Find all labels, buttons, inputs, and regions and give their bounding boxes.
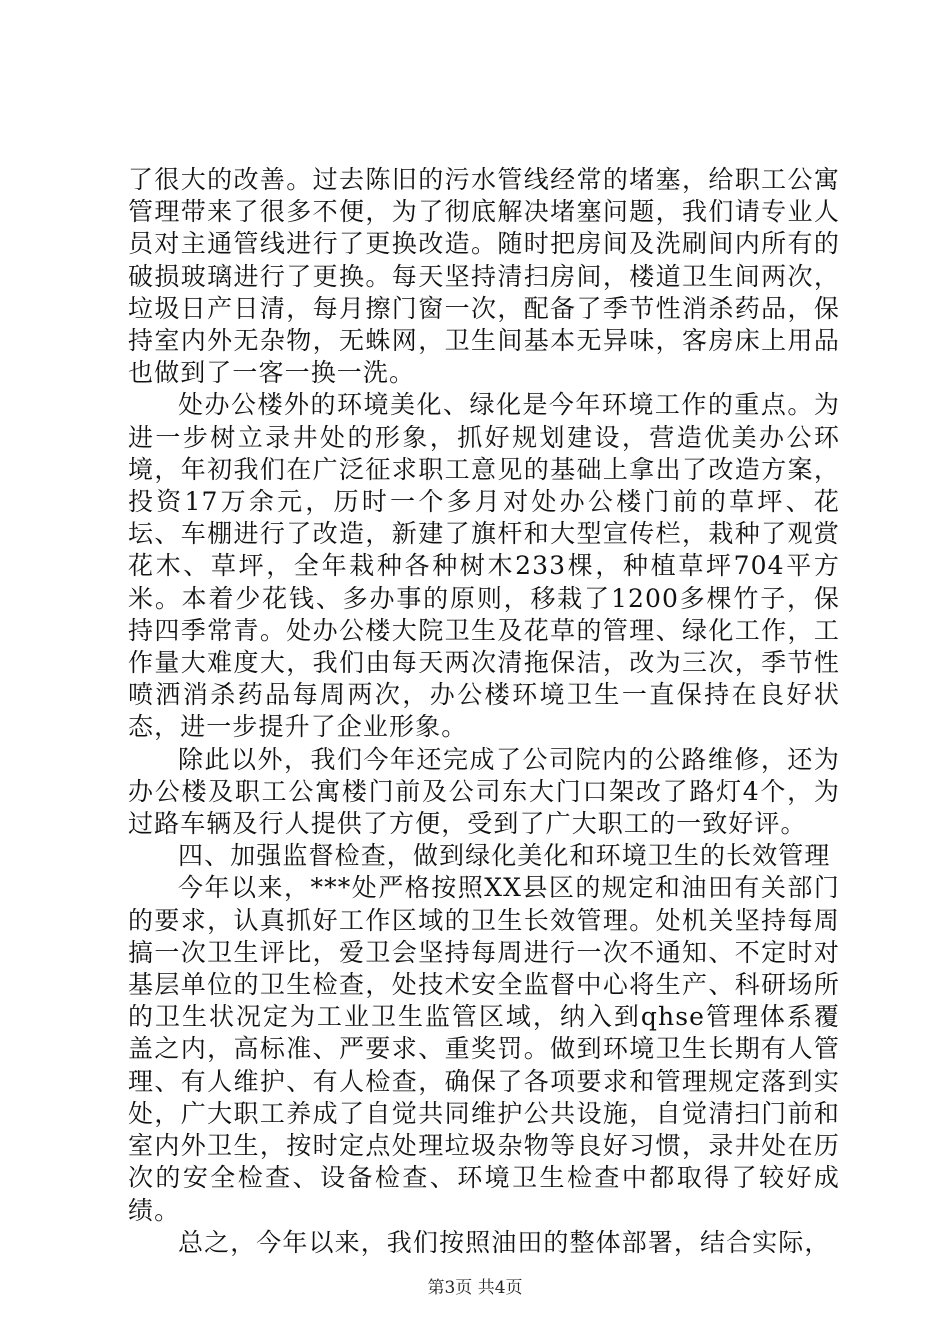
section-heading: 四、加强监督检查，做到绿化美化和环境卫生的长效管理: [178, 841, 831, 871]
paragraph-4: 今年以来，***处严格按照XX县区的规定和油田有关部门的要求，认真抓好工作区域的卫生长效管理。处机关坚持每周搞一次卫生评比，爱卫会坚持每周进行一次不通知、不定时对基层单位的卫生检查，处技术安全监督中心将生产、科研场所的卫生状况定为工业卫生监管区域，纳入到qhse管理体系覆盖之内，高标准、严要求、重奖罚。做到环境卫生长期有人管理、有人维护、有人检查，确保了各项要求和管理规定落到实处，广大职工养成了自觉共同维护公共设施，自觉清扫门前和室内外卫生，按时定点处理垃圾杂物等良好习惯，录井处在历次的安全检查、设备检查、环境卫生检查中都取得了较好成绩。: [128, 873, 840, 1225]
page-number: 第3页 共4页: [427, 1278, 523, 1298]
paragraph-1: 了很大的改善。过去陈旧的污水管线经常的堵塞，给职工公寓管理带来了很多不便，为了彻底解决堵塞问题，我们请专业人员对主通管线进行了更换改造。随时把房间及洗刷间内所有的破损玻璃进行了更换。每天坚持清扫房间，楼道卫生间两次，垃圾日产日清，每月擦门窗一次，配备了季节性消杀药品，保持室内外无杂物，无蛛网，卫生间基本无异味，客房床上用品也做到了一客一换一洗。: [128, 165, 840, 388]
paragraph-3: 除此以外，我们今年还完成了公司院内的公路维修，还为办公楼及职工公寓楼门前及公司东大门口架改了路灯4个，为过路车辆及行人提供了方便，受到了广大职工的一致好评。: [128, 744, 840, 839]
paragraph-5: 总之，今年以来，我们按照油田的整体部署，结合实际，: [178, 1227, 831, 1257]
body-text: [128, 164, 840, 1259]
paragraph-2: 处办公楼外的环境美化、绿化是今年环境工作的重点。为进一步树立录井处的形象，抓好规划建设，营造优美办公环境，年初我们在广泛征求职工意见的基础上拿出了改造方案，投资17万余元，历时一个多月对处办公楼门前的草坪、花坛、车棚进行了改造，新建了旗杆和大型宣传栏，栽种了观赏花木、草坪，全年栽种各种树木233棵，种植草坪704平方米。本着少花钱、多办事的原则，移栽了1200多棵竹子，保持四季常青。处办公楼大院卫生及花草的管理、绿化工作，工作量大难度大，我们由每天两次清拖保洁，改为三次，季节性喷洒消杀药品每周两次，办公楼环境卫生一直保持在良好状态，进一步提升了企业形象。: [128, 390, 840, 742]
